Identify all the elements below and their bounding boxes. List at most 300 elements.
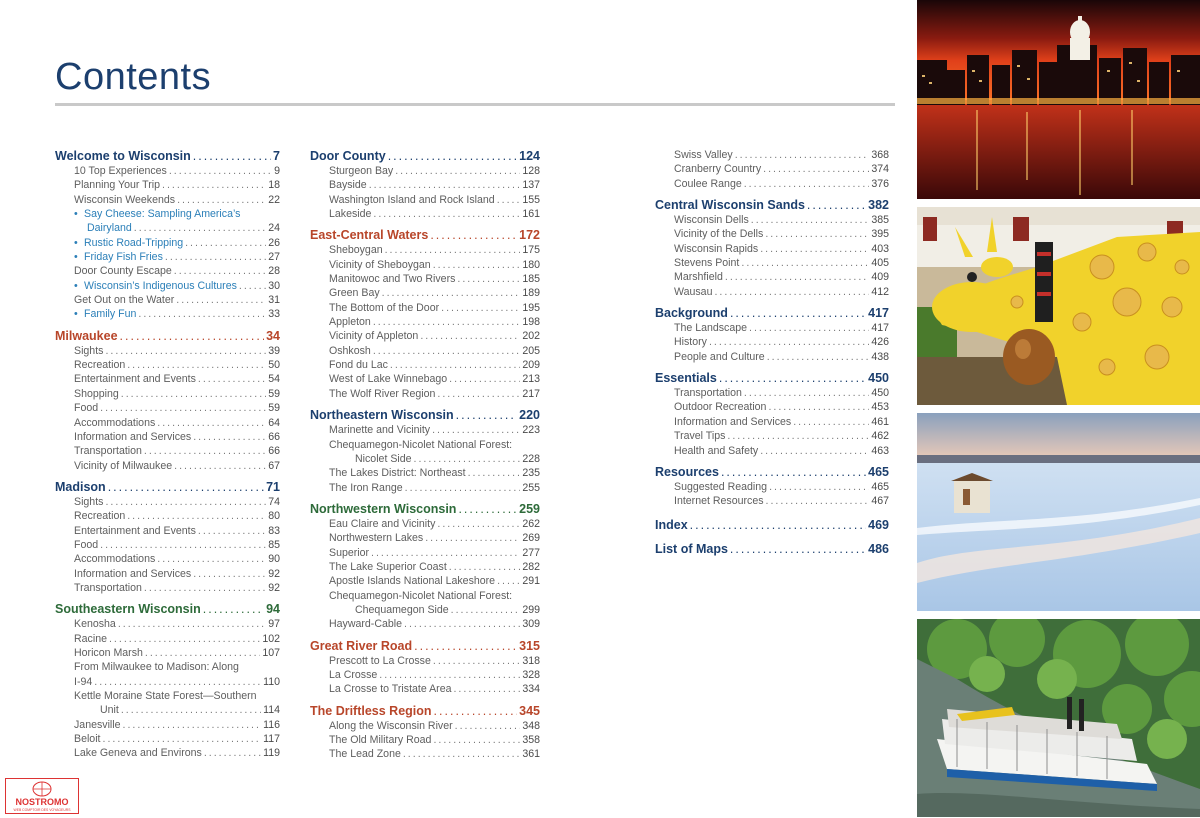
leader-dots (714, 285, 869, 299)
leader-dots (100, 401, 266, 415)
toc-entry[interactable] (55, 293, 280, 307)
entry-page-number: 328 (522, 668, 540, 681)
toc-entry[interactable] (310, 654, 540, 668)
section-page-number: 259 (519, 501, 540, 516)
entry-page-number: 195 (522, 301, 540, 314)
entry-label: Outdoor Recreation (674, 401, 767, 414)
toc-section-heading[interactable] (310, 227, 540, 243)
toc-entry[interactable] (310, 193, 540, 207)
entry-page-number: 202 (522, 330, 540, 343)
section-title: Central Wisconsin Sands (655, 198, 805, 213)
toc-section-heading[interactable] (655, 541, 889, 557)
entry-page-number: 277 (522, 546, 540, 559)
leader-dots (121, 703, 261, 717)
leader-dots (157, 552, 266, 566)
toc-column-1 (55, 148, 280, 761)
toc-section-heading[interactable] (310, 703, 540, 719)
entry-page-number: 155 (522, 193, 540, 206)
section-page-number: 71 (266, 479, 280, 494)
entry-page-number: 175 (522, 244, 540, 257)
toc-entry[interactable] (310, 243, 540, 257)
entry-page-number: 97 (268, 618, 280, 631)
leader-dots (420, 329, 520, 343)
toc-entry[interactable] (310, 719, 540, 733)
toc-entry[interactable] (310, 315, 540, 329)
leader-dots (127, 358, 266, 372)
toc-entry[interactable] (55, 495, 280, 509)
entry-label: Cranberry Country (674, 163, 762, 176)
entry-label: The Lakes District: Northeast (329, 467, 466, 480)
toc-entry[interactable] (310, 438, 540, 452)
toc-entry[interactable] (310, 258, 540, 272)
toc-entry[interactable] (655, 256, 889, 270)
entry-label: Wisconsin’s Indigenous Cultures (84, 279, 237, 292)
entry-label: Transportation (74, 445, 142, 458)
leader-dots (379, 668, 520, 682)
toc-entry[interactable] (55, 264, 280, 278)
toc-entry[interactable] (310, 733, 540, 747)
leader-dots (721, 464, 866, 480)
entry-page-number: 465 (871, 480, 889, 493)
leader-dots (103, 732, 262, 746)
leader-dots (793, 415, 869, 429)
entry-label: Entertainment and Events (74, 373, 196, 386)
entry-label: Sights (74, 495, 104, 508)
leader-dots (763, 162, 869, 176)
photo-madison-skyline (917, 0, 1200, 199)
toc-entry[interactable] (655, 415, 889, 429)
toc-column-3 (655, 148, 889, 557)
entry-page-number: 66 (268, 445, 280, 458)
entry-page-number: 262 (522, 517, 540, 530)
toc-entry[interactable] (655, 480, 889, 494)
entry-page-number: 217 (522, 387, 540, 400)
entry-page-number: 213 (522, 373, 540, 386)
entry-label: Sheboygan (329, 244, 383, 257)
entry-label: Superior (329, 546, 370, 559)
toc-section-heading[interactable] (655, 517, 889, 533)
leader-dots (239, 279, 266, 293)
entry-page-number: 299 (522, 603, 540, 616)
toc-entry[interactable] (310, 546, 540, 560)
leader-dots (437, 517, 520, 531)
toc-entry[interactable] (655, 321, 889, 335)
section-title: Index (655, 517, 688, 532)
leader-dots (198, 524, 266, 538)
entry-label: Oshkosh (329, 344, 371, 357)
leader-dots (497, 574, 520, 588)
toc-entry[interactable] (655, 242, 889, 256)
leader-dots (432, 423, 520, 437)
leader-dots (176, 293, 266, 307)
toc-entry[interactable] (55, 509, 280, 523)
entry-page-number: 27 (268, 251, 280, 264)
toc-entry[interactable] (310, 387, 540, 401)
entry-label: West of Lake Winnebago (329, 373, 448, 386)
leader-dots (118, 617, 266, 631)
entry-label: Along the Wisconsin River (329, 719, 453, 732)
toc-entry[interactable] (55, 689, 280, 703)
toc-entry[interactable] (310, 574, 540, 588)
section-title: Background (655, 306, 728, 321)
toc-entry[interactable] (310, 164, 540, 178)
toc-entry[interactable] (310, 301, 540, 315)
entry-label: Beloit (74, 733, 101, 746)
leader-dots (373, 315, 520, 329)
toc-entry[interactable] (55, 746, 280, 760)
entry-label: Chequamegon-Nicolet National Forest: (329, 589, 513, 602)
toc-feature-entry[interactable] (55, 250, 280, 264)
toc-entry[interactable] (655, 386, 889, 400)
toc-entry[interactable] (310, 372, 540, 386)
toc-entry[interactable] (55, 387, 280, 401)
leader-dots (185, 236, 266, 250)
leader-dots (765, 227, 869, 241)
toc-section-heading[interactable] (55, 148, 280, 164)
entry-page-number: 117 (263, 733, 280, 746)
leader-dots (449, 372, 520, 386)
toc-section-heading[interactable] (655, 197, 889, 213)
toc-entry[interactable] (55, 344, 280, 358)
toc-entry[interactable] (655, 227, 889, 241)
entry-page-number: 228 (522, 452, 540, 465)
entry-label: Hayward-Cable (329, 618, 403, 631)
leader-dots (174, 264, 266, 278)
section-page-number: 124 (519, 149, 540, 163)
leader-dots (382, 286, 521, 300)
toc-entry[interactable] (655, 177, 889, 191)
entry-page-number: 209 (522, 359, 540, 372)
leader-dots (458, 501, 517, 517)
leader-dots (437, 387, 520, 401)
section-page-number: 382 (868, 198, 889, 213)
entry-page-number: 461 (871, 415, 889, 428)
entry-page-number: 467 (871, 495, 889, 508)
leader-dots (749, 321, 869, 335)
toc-feature-entry[interactable] (55, 207, 280, 221)
toc-entry[interactable] (655, 400, 889, 414)
toc-entry[interactable] (655, 335, 889, 349)
entry-page-number: 361 (522, 748, 540, 761)
leader-dots (751, 213, 870, 227)
toc-entry[interactable] (55, 524, 280, 538)
entry-page-number: 453 (871, 401, 889, 414)
leader-dots (369, 178, 521, 192)
toc-entry[interactable] (310, 589, 540, 603)
entry-page-number: 31 (268, 294, 280, 307)
toc-entry[interactable] (55, 660, 280, 674)
toc-section-heading[interactable] (310, 638, 540, 654)
leader-dots (730, 305, 866, 321)
entry-page-number: 318 (522, 654, 540, 667)
toc-entry[interactable] (655, 162, 889, 176)
entry-page-number: 161 (522, 208, 540, 221)
leader-dots (193, 430, 266, 444)
entry-label: La Crosse (329, 668, 378, 681)
entry-label: Information and Services (74, 567, 192, 580)
toc-entry[interactable] (655, 148, 889, 162)
entry-label: Marshfield (674, 271, 723, 284)
entry-label: Shopping (74, 387, 119, 400)
toc-entry[interactable] (310, 603, 540, 617)
toc-entry[interactable] (55, 430, 280, 444)
entry-label: Stevens Point (674, 257, 740, 270)
leader-dots (403, 747, 520, 761)
leader-dots (174, 459, 266, 473)
nostromo-logo (5, 778, 79, 814)
entry-label: Kenosha (74, 618, 116, 631)
toc-entry[interactable] (310, 329, 540, 343)
toc-entry[interactable] (655, 494, 889, 508)
bullet-icon: • (74, 208, 78, 221)
section-page-number: 450 (868, 371, 889, 386)
entry-page-number: 28 (268, 265, 280, 278)
entry-label: The Lake Superior Coast (329, 560, 447, 573)
leader-dots (108, 479, 264, 495)
entry-label: The Lead Zone (329, 748, 401, 761)
bullet-icon: • (74, 236, 78, 249)
section-title: Essentials (655, 371, 717, 386)
toc-entry[interactable] (310, 747, 540, 761)
toc-entry[interactable] (310, 617, 540, 631)
entry-label: Appleton (329, 316, 371, 329)
entry-page-number: 137 (522, 179, 540, 192)
toc-feature-entry[interactable] (55, 307, 280, 321)
toc-entry[interactable] (55, 164, 280, 178)
entry-label: Suggested Reading (674, 480, 768, 493)
leader-dots (127, 509, 266, 523)
toc-feature-entry[interactable] (55, 221, 280, 235)
photo-cheese-cow (917, 207, 1200, 405)
toc-entry[interactable] (55, 538, 280, 552)
toc-entry[interactable] (310, 423, 540, 437)
toc-entry[interactable] (55, 567, 280, 581)
entry-page-number: 368 (871, 149, 889, 161)
entry-page-number: 450 (871, 387, 889, 400)
toc-entry[interactable] (55, 646, 280, 660)
toc-section-heading[interactable] (310, 407, 540, 423)
toc-entry[interactable] (310, 178, 540, 192)
toc-feature-entry[interactable] (55, 236, 280, 250)
entry-page-number: 223 (522, 424, 540, 437)
toc-entry[interactable] (655, 213, 889, 227)
entry-label: The Old Military Road (329, 734, 432, 746)
leader-dots (434, 703, 518, 719)
toc-entry[interactable] (55, 732, 280, 746)
section-page-number: 486 (868, 541, 889, 556)
entry-page-number: 463 (871, 444, 889, 457)
entry-page-number: 90 (268, 553, 280, 566)
entry-label: People and Culture (674, 350, 765, 363)
leader-dots (169, 164, 272, 178)
entry-label: Food (74, 402, 99, 415)
toc-entry[interactable] (55, 581, 280, 595)
leader-dots (744, 386, 869, 400)
toc-entry[interactable] (310, 668, 540, 682)
entry-page-number: 358 (522, 734, 540, 746)
photo-riverboat (917, 619, 1200, 817)
leader-dots (441, 301, 520, 315)
toc-entry[interactable] (310, 344, 540, 358)
entry-page-number: 403 (871, 242, 889, 255)
entry-label: Marinette and Vicinity (329, 424, 431, 437)
leader-dots (760, 444, 869, 458)
toc-entry[interactable] (55, 552, 280, 566)
leader-dots (730, 541, 866, 557)
entry-label: Health and Safety (674, 444, 759, 457)
entry-page-number: 309 (522, 618, 540, 631)
leader-dots (766, 494, 870, 508)
toc-entry[interactable] (655, 429, 889, 443)
entry-label: I-94 (74, 675, 93, 688)
toc-entry[interactable] (55, 675, 280, 689)
entry-page-number: 92 (268, 581, 280, 594)
toc-column-2 (310, 148, 540, 762)
toc-feature-entry[interactable] (55, 279, 280, 293)
entry-label: The Bottom of the Door (329, 301, 440, 314)
entry-page-number: 18 (268, 179, 280, 192)
entry-label: Wausau (674, 285, 713, 298)
toc-section-heading[interactable] (55, 601, 280, 617)
leader-dots (468, 466, 521, 480)
section-page-number: 172 (519, 228, 540, 243)
toc-entry[interactable] (55, 718, 280, 732)
leader-dots (768, 400, 869, 414)
entry-page-number: 54 (268, 373, 280, 386)
toc-entry[interactable] (55, 416, 280, 430)
toc-section-heading[interactable] (655, 370, 889, 386)
entry-label: Wisconsin Rapids (674, 242, 759, 255)
toc-section-heading[interactable] (310, 501, 540, 517)
toc-entry[interactable] (55, 358, 280, 372)
entry-label: Northwestern Lakes (329, 532, 424, 545)
toc-entry[interactable] (655, 444, 889, 458)
toc-entry[interactable] (310, 682, 540, 696)
toc-entry[interactable] (55, 617, 280, 631)
toc-entry[interactable] (310, 481, 540, 495)
toc-entry[interactable] (310, 272, 540, 286)
toc-entry[interactable] (310, 517, 540, 531)
leader-dots (430, 227, 517, 243)
entry-label: Friday Fish Fries (84, 251, 163, 264)
entry-label: Recreation (74, 359, 126, 372)
leader-dots (373, 344, 521, 358)
section-page-number: 345 (519, 703, 540, 718)
entry-page-number: 24 (268, 222, 280, 235)
leader-dots (760, 242, 869, 256)
leader-dots (193, 567, 266, 581)
toc-entry[interactable] (310, 466, 540, 480)
entry-page-number: 409 (871, 271, 889, 284)
entry-label: Lake Geneva and Environs (74, 747, 202, 760)
entry-label: La Crosse to Tristate Area (329, 683, 452, 696)
entry-page-number: 22 (268, 193, 280, 206)
toc-section-heading[interactable] (310, 148, 540, 164)
leader-dots (719, 370, 866, 386)
leader-dots (457, 272, 520, 286)
entry-label: Accommodations (74, 553, 156, 566)
toc-entry[interactable] (655, 350, 889, 364)
entry-page-number: 385 (871, 214, 889, 227)
toc-entry[interactable] (55, 459, 280, 473)
entry-label: From Milwaukee to Madison: Along (74, 661, 239, 674)
entry-label: Manitowoc and Two Rivers (329, 273, 456, 286)
entry-page-number: 39 (268, 344, 280, 357)
photo-ice-shanty (917, 413, 1200, 611)
toc-entry[interactable] (310, 560, 540, 574)
leader-dots (134, 221, 266, 235)
entry-label: Accommodations (74, 416, 156, 429)
entry-label: Green Bay (329, 287, 380, 300)
toc-entry[interactable] (55, 444, 280, 458)
toc-entry[interactable] (55, 703, 280, 717)
toc-entry[interactable] (55, 193, 280, 207)
entry-label: Information and Services (74, 430, 192, 443)
entry-page-number: 198 (522, 316, 540, 329)
entry-label: Sturgeon Bay (329, 165, 394, 177)
toc-entry[interactable] (655, 285, 889, 299)
entry-page-number: 185 (522, 273, 540, 286)
toc-entry[interactable] (655, 270, 889, 284)
entry-page-number: 417 (871, 322, 889, 335)
leader-dots (769, 480, 869, 494)
entry-label: Vicinity of Appleton (329, 330, 419, 343)
section-title: East-Central Waters (310, 228, 429, 243)
toc-section-heading[interactable] (55, 328, 280, 344)
leader-dots (193, 148, 271, 164)
entry-page-number: 50 (268, 359, 280, 372)
entry-label: Eau Claire and Vicinity (329, 517, 436, 530)
toc-entry[interactable] (310, 531, 540, 545)
toc-entry[interactable] (310, 207, 540, 221)
leader-dots (744, 177, 870, 191)
toc-entry[interactable] (310, 286, 540, 300)
leader-dots (433, 258, 521, 272)
entry-page-number: 64 (268, 416, 280, 429)
leader-dots (145, 646, 260, 660)
bullet-icon: • (74, 251, 78, 264)
entry-label: Fond du Lac (329, 359, 388, 372)
leader-dots (390, 358, 520, 372)
toc-entry[interactable] (55, 372, 280, 386)
leader-dots (425, 531, 520, 545)
title-divider (55, 103, 895, 106)
toc-entry[interactable] (310, 452, 540, 466)
entry-label: Planning Your Trip (74, 179, 160, 192)
section-page-number: 220 (519, 408, 540, 423)
entry-label: 10 Top Experiences (74, 165, 167, 177)
leader-dots (455, 719, 521, 733)
entry-page-number: 92 (268, 567, 280, 580)
entry-label: Unit (100, 704, 119, 717)
entry-page-number: 114 (263, 704, 280, 717)
toc-section-heading[interactable] (655, 464, 889, 480)
toc-section-heading[interactable] (655, 305, 889, 321)
leader-dots (121, 387, 266, 401)
toc-section-heading[interactable] (55, 479, 280, 495)
toc-entry[interactable] (55, 632, 280, 646)
entry-page-number: 74 (268, 495, 280, 508)
entry-page-number: 412 (871, 285, 889, 298)
entry-label: Apostle Islands National Lakeshore (329, 575, 496, 588)
entry-page-number: 348 (522, 719, 540, 732)
toc-entry[interactable] (55, 178, 280, 192)
toc-entry[interactable] (55, 401, 280, 415)
toc-entry[interactable] (310, 358, 540, 372)
entry-page-number: 255 (522, 481, 540, 494)
entry-label: The Wolf River Region (329, 387, 436, 400)
entry-page-number: 376 (871, 177, 889, 190)
